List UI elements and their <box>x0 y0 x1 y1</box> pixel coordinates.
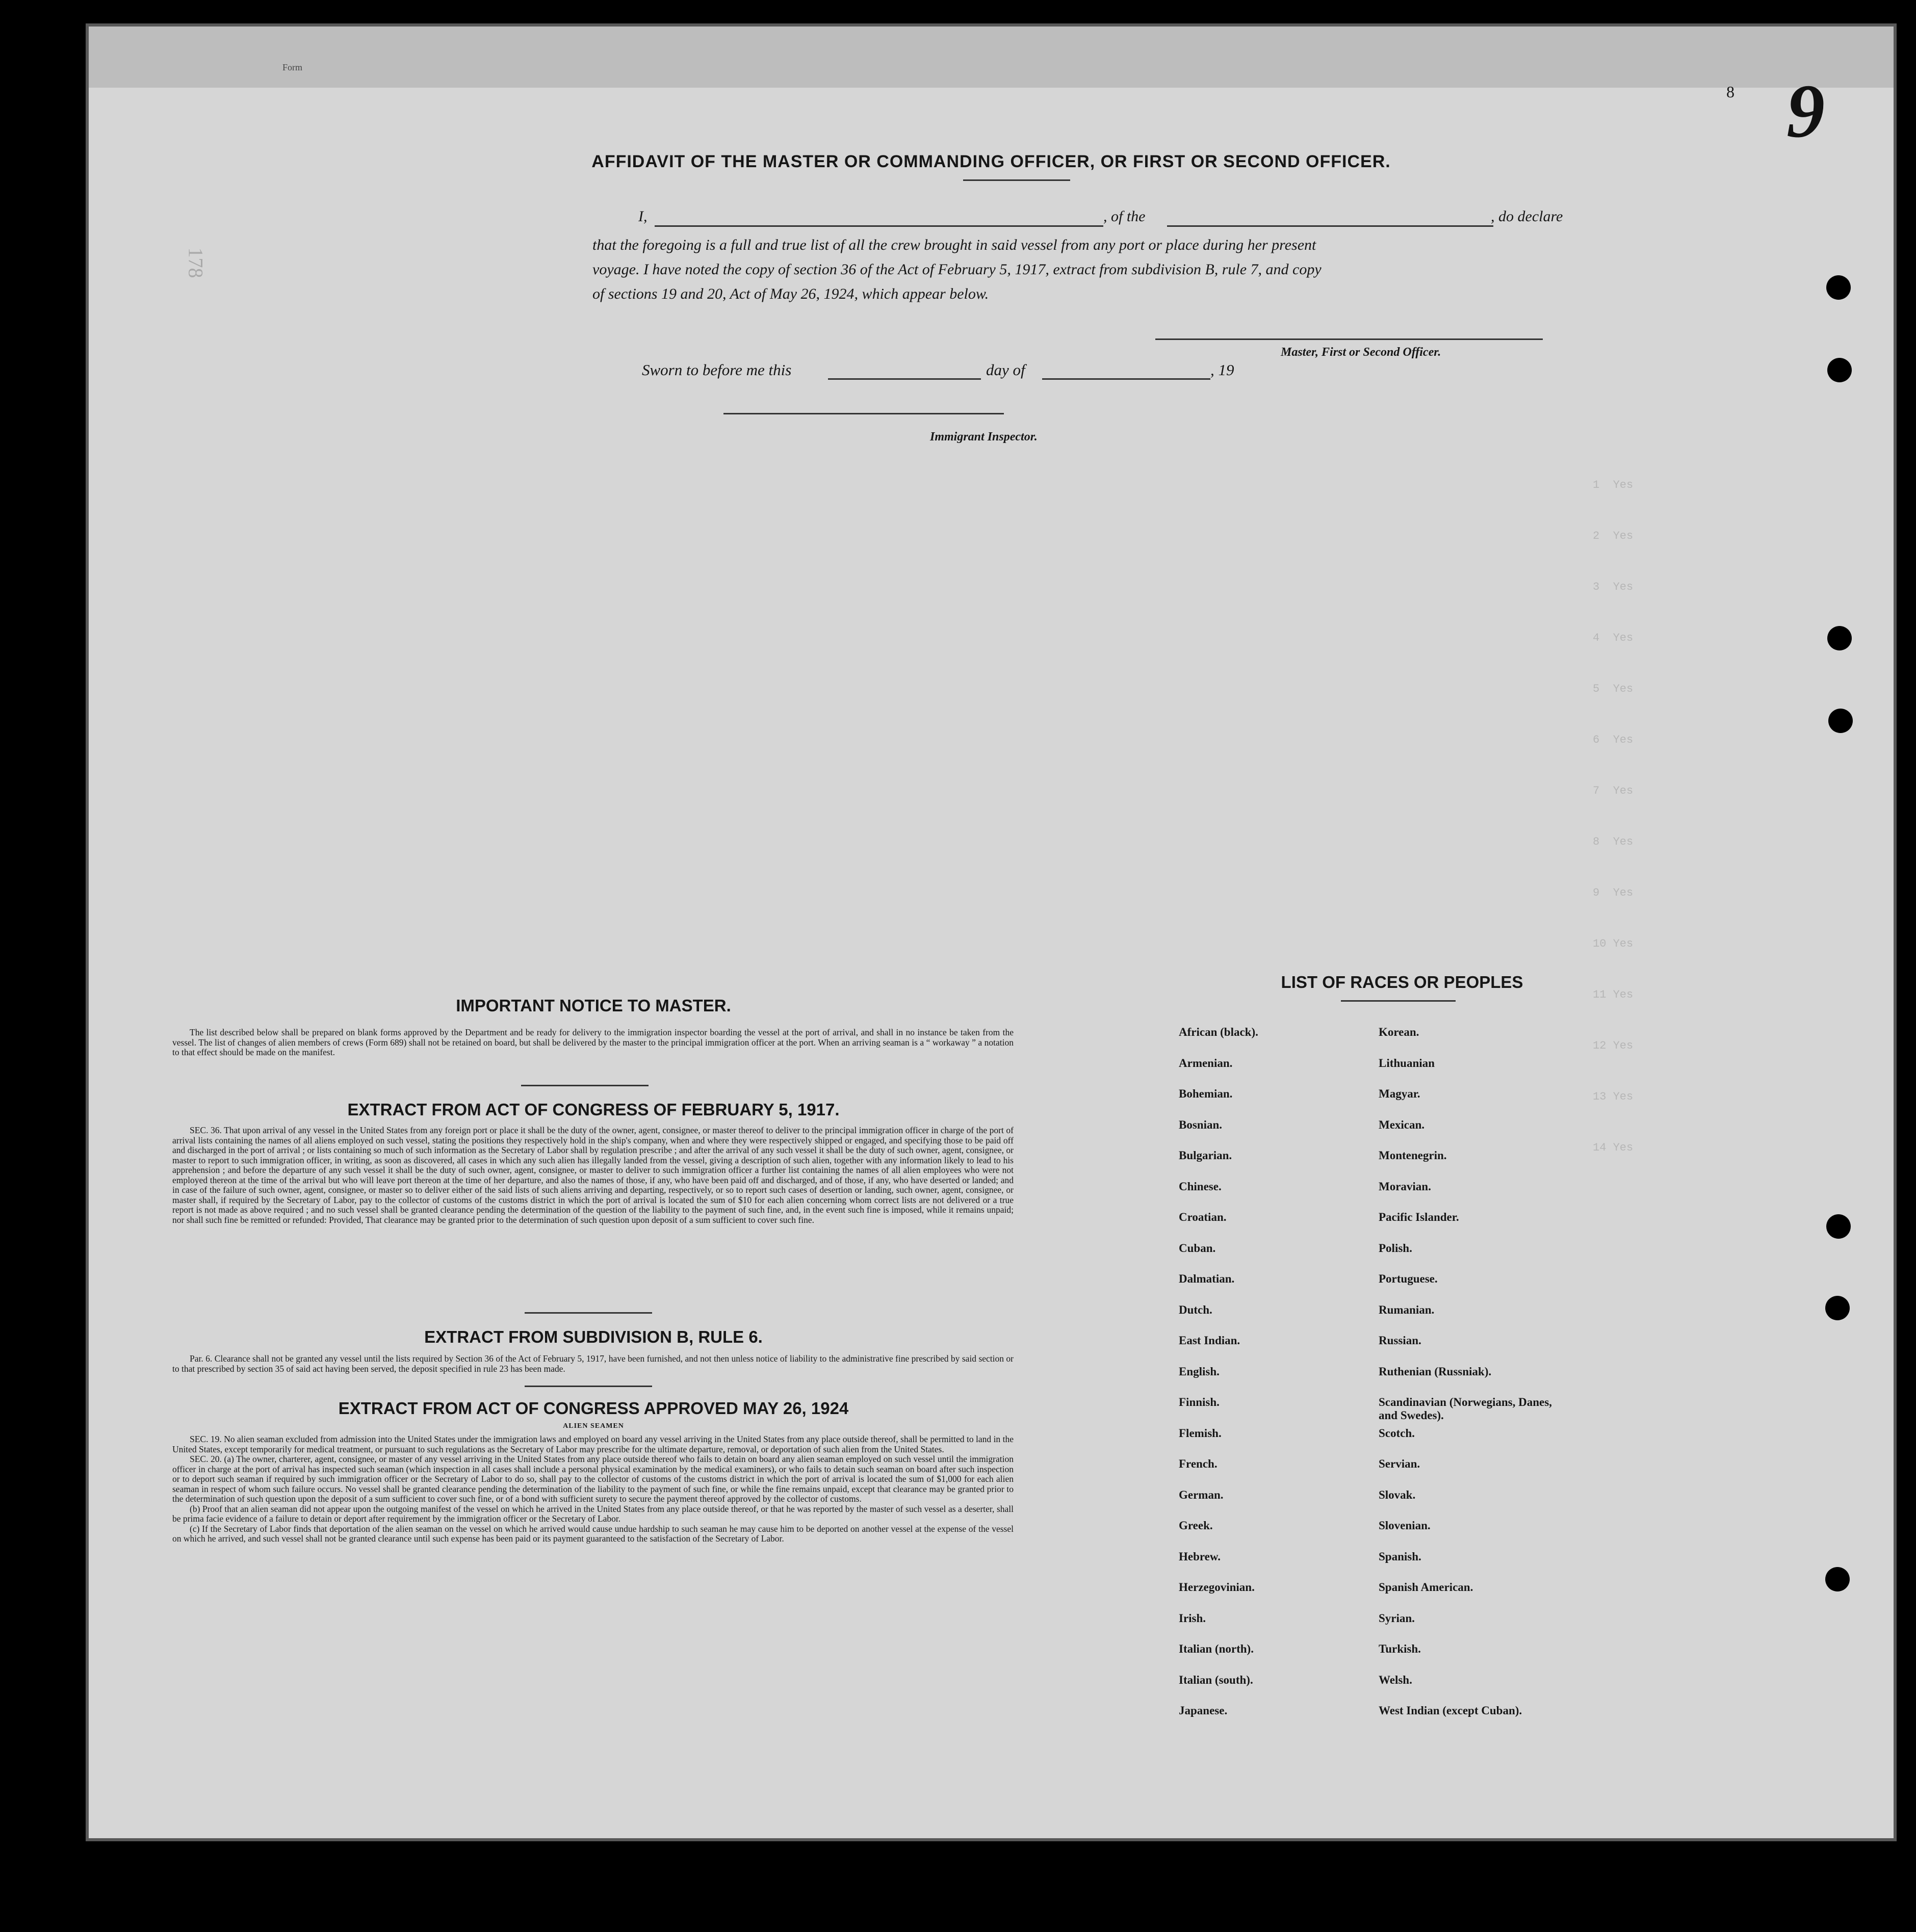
race-item: Lithuanian <box>1379 1056 1435 1069</box>
race-item: German. <box>1179 1488 1224 1501</box>
race-item: Korean. <box>1379 1026 1419 1038</box>
race-item: Polish. <box>1379 1241 1412 1255</box>
race-item: Pacific Islander. <box>1379 1211 1459 1223</box>
binder-hole <box>1827 358 1852 382</box>
rule-6-title: EXTRACT FROM SUBDIVISION B, RULE 6. <box>424 1327 763 1346</box>
race-item: Scotch. <box>1379 1426 1415 1440</box>
race-item: Spanish. <box>1379 1550 1421 1563</box>
divider-rule <box>525 1386 652 1387</box>
race-item: Spanish American. <box>1379 1581 1473 1594</box>
month-line[interactable] <box>1042 378 1210 380</box>
affidavit-statement <box>89 27 1894 1838</box>
form-label: Form <box>282 62 303 72</box>
section-19-paragraph: SEC. 19. No alien seaman excluded from admission into the United States under the immigration laws and employed on board any vessel arriving in the United States from any place outside thereof, shall be permitted to land in the United States, except temporarily for medical treatment, or pursuant to such regulations as the Secretary of Labor may prescribe for the ultimate departure, removal, or deportation of such alien from the United States. <box>172 1434 1014 1454</box>
race-item: Irish. <box>1179 1611 1206 1625</box>
extract-1924-body <box>172 1434 1014 1544</box>
race-item: Croatian. <box>1179 1211 1227 1223</box>
rule-6-body <box>172 1354 1014 1374</box>
notice-paragraph: The list described below shall be prepared on blank forms approved by the Department and be ready for delivery to the immigration inspector boarding the vessel at the port of arrival, and shall in no instance be taken from the vessel. The list of changes of alien members of crews (Form 689) shall not be retained on board, but shall be delivered by the master to the principal immigration officer at the port. When an arriving seaman is a “ workaway ” a notation to that effect should be made on the manifest. <box>172 1027 1014 1057</box>
race-item: French. <box>1179 1457 1218 1470</box>
race-item: Welsh. <box>1379 1673 1412 1686</box>
sworn-date-line[interactable] <box>828 378 981 380</box>
bleed-through-marks: 1 Yes 2 Yes 3 Yes 4 Yes 5 Yes 6 Yes 7 Yes 8 Yes 9 Yes 10 Yes 11 Yes 12 Yes 13 Yes 14 Yes <box>1593 479 1634 1154</box>
race-item: English. <box>1179 1365 1220 1378</box>
binder-hole <box>1828 709 1853 733</box>
stamp-number: 178 <box>184 247 208 278</box>
race-item: Scandinavian (Norwegians, Danes, and Swedes). <box>1379 1396 1552 1422</box>
race-item: Ruthenian (Russniak). <box>1379 1365 1492 1378</box>
race-item: Bohemian. <box>1179 1087 1233 1100</box>
extract-1924-title: EXTRACT FROM ACT OF CONGRESS APPROVED MAY 26, 1924 <box>338 1399 849 1418</box>
affidavit-line-2: that the foregoing is a full and true list of all the crew brought in said vessel from any port or place during her present <box>592 237 1316 253</box>
day-of-label: day of <box>986 361 1025 379</box>
race-item: Portuguese. <box>1379 1272 1438 1285</box>
document-page <box>86 23 1897 1841</box>
race-item: Slovak. <box>1379 1488 1416 1501</box>
race-item: Armenian. <box>1179 1056 1233 1069</box>
notice-body <box>172 1028 1014 1058</box>
inspector-label: Immigrant Inspector. <box>930 430 1038 443</box>
affidavit-line-3: voyage. I have noted the copy of section 36 of the Act of February 5, 1917, extract from subdivision B, rule 7, and copy <box>592 261 1322 278</box>
race-item: Hebrew. <box>1179 1550 1221 1563</box>
race-item: Servian. <box>1379 1457 1420 1470</box>
race-item: Bosnian. <box>1179 1118 1223 1131</box>
race-item: Montenegrin. <box>1379 1149 1447 1162</box>
race-item: Herzegovinian. <box>1179 1581 1255 1594</box>
races-title: LIST OF RACES OR PEOPLES <box>1281 973 1523 991</box>
race-item: Mexican. <box>1379 1118 1425 1131</box>
race-item: Italian (north). <box>1179 1642 1254 1655</box>
race-item: Moravian. <box>1379 1180 1431 1193</box>
affidavit-title: AFFIDAVIT OF THE MASTER OR COMMANDING OFFICER, OR FIRST OR SECOND OFFICER. <box>591 152 1391 171</box>
rule-6-paragraph: Par. 6. Clearance shall not be granted any vessel until the lists required by Section 36 of the Act of February 5, 1917, have been furnished, and not then unless notice of liability to the administrative fine prescribed by said section or to that prescribed by section 35 of said act having been served, the deposit specified in rule 23 has been made. <box>172 1353 1014 1374</box>
binder-hole <box>1826 1214 1851 1239</box>
race-item: Dutch. <box>1179 1303 1212 1316</box>
race-item: Magyar. <box>1379 1087 1420 1100</box>
affidavit-line-4: of sections 19 and 20, Act of May 26, 1924, which appear below. <box>592 285 989 302</box>
race-item: East Indian. <box>1179 1334 1240 1347</box>
race-item: Finnish. <box>1179 1396 1220 1408</box>
notice-title: IMPORTANT NOTICE TO MASTER. <box>456 996 731 1015</box>
race-item: Cuban. <box>1179 1241 1216 1255</box>
sworn-label: Sworn to before me this <box>642 361 792 379</box>
race-item: Syrian. <box>1379 1611 1415 1625</box>
binder-hole <box>1825 1296 1850 1320</box>
race-item: Japanese. <box>1179 1704 1228 1717</box>
vessel-line[interactable] <box>1167 225 1493 227</box>
page-mark: 8 <box>1726 83 1734 101</box>
race-item: Turkish. <box>1379 1642 1421 1655</box>
master-label: Master, First or Second Officer. <box>1281 346 1441 359</box>
extract-1917-body <box>172 1126 1014 1225</box>
section-36-paragraph: SEC. 36. That upon arrival of any vessel in the United States from any foreign port or place it shall be the duty of the owner, agent, consignee, or master thereof to deliver to the principal immigration officer in charge of the port of arrival lists containing the names of all aliens employed on such vessel, stating the positions they respectively hold in the ship's company, when and where they were respectively shipped or engaged, and specifying those to be paid off and discharged in the port of arrival ; or lists containing so much of such information as the Secretary of Labor shall by regulation prescribe ; and after the arrival of any such vessel it shall be the duty of such owner, agent, consignee, or master to report to such immigration officer, in writing, as soon as discovered, all cases in which any such alien has illegally landed from the vessel, giving a description of such alien, together with any information likely to lead to his apprehension ; and before the departure of any such vessel it shall be the duty of such owner, agent, consignee, or master to deliver to such immigration officer a further list containing the names of all alien employees who were not employed thereon at the time of the arrival but who will leave port thereon at the time of her departure, and also the names of those, if any, who have been paid off and discharged, and of those, if any, who have deserted or landed; and in case of the failure of such owner, agent, consignee, or master so to deliver either of the said lists of such aliens arriving and departing, respectively, or so to report such cases of desertion or landing, such owner, agent, consignee, or master shall, if required by the Secretary of Labor, pay to the collector of customs of the customs district in which the port of arrival is located the sum of $10 for each alien concerning whom correct lists are not delivered or a true report is not made as above required ; and no such vessel shall be granted clearance pending the determination of the question of the liability to the payment of such fine, and, in the event such fine is imposed, while it remains unpaid; nor shall such fine be remitted or refunded: Provided, That clearance may be granted prior to the determination of such question upon deposit of a sum sufficient to cover such fine. <box>172 1125 1014 1225</box>
race-item: Flemish. <box>1179 1426 1222 1440</box>
race-item: Chinese. <box>1179 1180 1222 1193</box>
affidavit-of-the-label: , of the <box>1103 208 1146 225</box>
affidavit-do-declare: , do declare <box>1491 208 1563 225</box>
handwritten-numeral: 9 <box>1786 69 1825 153</box>
race-item: Italian (south). <box>1179 1673 1253 1686</box>
section-20b-paragraph: (b) Proof that an alien seaman did not appear upon the outgoing manifest of the vessel on which he arrived in the United States from any place outside thereof, or that he was reported by the master of such vessel as a deserter, shall be prima facie evidence of a failure to detain or deport after requirement by the immigration officer or the Secretary of Labor. <box>172 1503 1014 1524</box>
title-rule <box>1341 1000 1456 1002</box>
divider-rule <box>525 1312 652 1314</box>
race-item: West Indian (except Cuban). <box>1379 1704 1522 1717</box>
race-item: African (black). <box>1179 1026 1258 1038</box>
binder-hole <box>1825 1567 1850 1591</box>
race-item: Greek. <box>1179 1519 1213 1532</box>
race-item: Slovenian. <box>1379 1519 1431 1532</box>
divider-rule <box>521 1085 649 1086</box>
section-20a-paragraph: SEC. 20. (a) The owner, charterer, agent, consignee, or master of any vessel arriving in the United States from any place outside thereof who fails to detain on board any alien seaman employed on such vessel until the immigration officer in charge at the port of arrival has inspected such seaman (which inspection in all cases shall include a personal physical examination by the medical examiners), or who fails to detain such seaman on board after such inspection or to deport such seaman if required by such immigration officer or the Secretary of Labor to do so, shall pay to the collector of customs of the customs district in which the port of arrival is located the sum of $1,000 for each alien seaman in respect of whom such failure occurs. No vessel shall be granted clearance pending the determination of the liability to the payment of such fine, or while the fine remains unpaid, except that clearance may be granted prior to the determination of such question upon the deposit of a sum sufficient to cover such fine, or of a bond with sufficient surety to secure the payment thereof approved by the collector of customs. <box>172 1454 1014 1504</box>
binder-hole <box>1827 626 1852 650</box>
binder-hole <box>1826 275 1851 300</box>
name-line[interactable] <box>655 225 1103 227</box>
race-item: Rumanian. <box>1379 1303 1435 1316</box>
extract-1917-title: EXTRACT FROM ACT OF CONGRESS OF FEBRUARY 5, 1917. <box>347 1100 840 1119</box>
year-label: , 19 <box>1210 361 1234 379</box>
affidavit-i-label: I, <box>638 208 648 225</box>
race-item: Bulgarian. <box>1179 1149 1232 1162</box>
inspector-signature-line[interactable] <box>723 413 1004 414</box>
alien-seamen-subtitle: ALIEN SEAMEN <box>563 1422 624 1430</box>
race-item: Dalmatian. <box>1179 1272 1235 1285</box>
section-20c-paragraph: (c) If the Secretary of Labor finds that deportation of the alien seaman on the vessel on which he arrived would cause undue hardship to such seaman he may cause him to be deported on another vessel at the expense of the vessel on which he arrived, and such vessel shall not be granted clearance until such expense has been paid or its payment guaranteed to the satisfaction of the Secretary of Labor. <box>172 1523 1014 1544</box>
master-signature-line[interactable] <box>1155 338 1543 340</box>
race-item: Russian. <box>1379 1334 1421 1347</box>
